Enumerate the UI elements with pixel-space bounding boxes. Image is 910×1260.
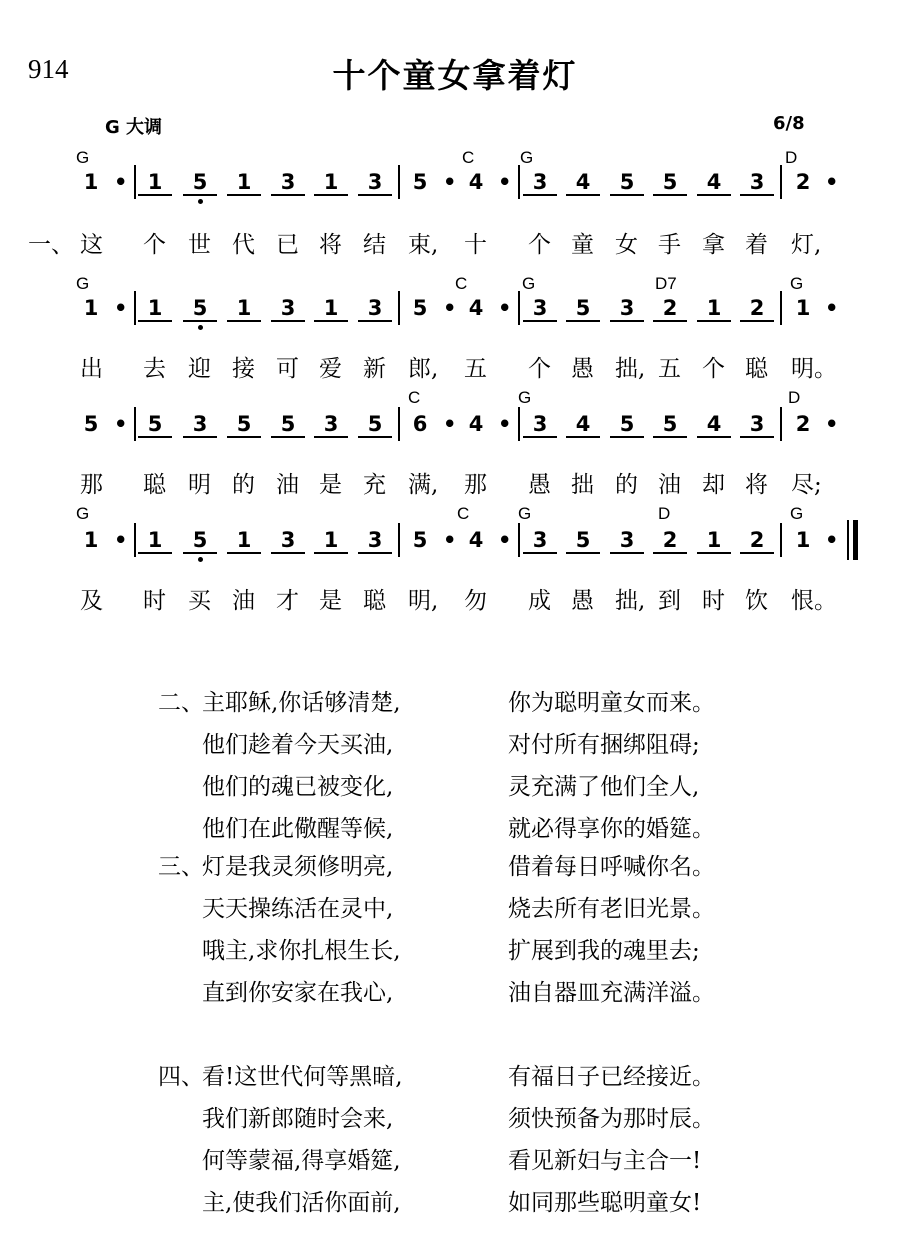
final-bar-line-thick bbox=[853, 520, 858, 560]
chord-symbol: D7 bbox=[655, 274, 677, 293]
bar-line bbox=[398, 165, 400, 199]
note-text: 2 bbox=[662, 296, 678, 320]
note-text: 1 bbox=[83, 296, 99, 320]
note-text: 5 bbox=[412, 296, 428, 320]
note-number bbox=[786, 170, 820, 194]
note-text: 3 bbox=[619, 528, 635, 552]
note-text: 2 bbox=[795, 412, 811, 436]
verse-line-second-half: 就必得享你的婚筵。 bbox=[508, 816, 715, 842]
note-text: 3 bbox=[367, 296, 383, 320]
note-text: 2 bbox=[749, 296, 765, 320]
lyric-syllable: 尽; bbox=[791, 472, 822, 498]
bar-line bbox=[518, 291, 520, 325]
note-text: 5 bbox=[575, 528, 591, 552]
chord-symbol: C bbox=[408, 388, 421, 407]
bar-line bbox=[398, 407, 400, 441]
note-number bbox=[271, 296, 305, 322]
note-number bbox=[183, 170, 217, 196]
lyric-syllable: 个 bbox=[528, 356, 551, 382]
augmentation-dot bbox=[114, 412, 126, 436]
note-number bbox=[610, 170, 644, 196]
note-text: • bbox=[498, 528, 512, 552]
note-text: • bbox=[825, 528, 839, 552]
note-number bbox=[74, 296, 108, 320]
augmentation-dot bbox=[498, 296, 510, 320]
note-number bbox=[403, 528, 437, 552]
bar-line bbox=[134, 407, 136, 441]
verse-line-second-half: 扩展到我的魂里去; bbox=[508, 938, 700, 964]
lyric-syllable: 拙, bbox=[615, 588, 646, 614]
bar-line bbox=[780, 291, 782, 325]
lyric-syllable: 世 bbox=[188, 232, 211, 258]
note-text: 1 bbox=[236, 170, 252, 194]
note-text: 1 bbox=[147, 528, 163, 552]
augmentation-dot bbox=[498, 412, 510, 436]
note-text: 5 bbox=[619, 170, 635, 194]
chord-symbol: G bbox=[518, 504, 532, 523]
note-text: 1 bbox=[236, 528, 252, 552]
note-text: • bbox=[443, 170, 457, 194]
verse-line-first-half: 何等蒙福,得享婚筵, bbox=[202, 1148, 401, 1174]
lyric-syllable: 到 bbox=[658, 588, 681, 614]
verse-line-first-half: 主耶稣,你话够清楚, bbox=[202, 690, 401, 716]
lyric-syllable: 五 bbox=[464, 356, 487, 382]
verse-line-first-half: 他们趁着今天买油, bbox=[202, 732, 394, 758]
lyric-syllable: 的 bbox=[615, 472, 638, 498]
chord-symbol: C bbox=[455, 274, 468, 293]
note-text: 5 bbox=[662, 412, 678, 436]
note-number bbox=[227, 170, 261, 196]
lyric-syllable: 拙, bbox=[615, 356, 646, 382]
note-text: • bbox=[443, 528, 457, 552]
lyric-syllable: 才 bbox=[276, 588, 299, 614]
note-number bbox=[459, 170, 493, 194]
verse-line-first-half: 主,使我们活你面前, bbox=[202, 1190, 401, 1216]
note-number bbox=[740, 170, 774, 196]
lyric-syllable: 是 bbox=[319, 472, 342, 498]
lyric-syllable: 女 bbox=[615, 232, 638, 258]
note-text: • bbox=[114, 528, 128, 552]
note-text: 4 bbox=[575, 170, 591, 194]
note-number bbox=[403, 170, 437, 194]
note-text: 1 bbox=[795, 528, 811, 552]
augmentation-dot bbox=[498, 170, 510, 194]
note-text: • bbox=[825, 170, 839, 194]
note-number bbox=[653, 528, 687, 554]
note-text: 3 bbox=[749, 170, 765, 194]
note-text: 1 bbox=[795, 296, 811, 320]
note-number bbox=[523, 528, 557, 554]
note-text: 1 bbox=[83, 170, 99, 194]
lyric-syllable: 油 bbox=[276, 472, 299, 498]
lyric-syllable: 的 bbox=[232, 472, 255, 498]
note-text: 4 bbox=[706, 412, 722, 436]
augmentation-dot bbox=[114, 528, 126, 552]
note-text: 6 bbox=[412, 412, 428, 436]
bar-line bbox=[398, 291, 400, 325]
note-text: 4 bbox=[468, 412, 484, 436]
chord-symbol: G bbox=[76, 504, 90, 523]
note-number bbox=[271, 412, 305, 438]
note-text: • bbox=[114, 170, 128, 194]
note-number bbox=[523, 170, 557, 196]
note-text: • bbox=[443, 412, 457, 436]
note-number bbox=[697, 170, 731, 196]
lyric-syllable: 聪 bbox=[363, 588, 386, 614]
lyric-syllable: 手 bbox=[658, 232, 681, 258]
verse-line-first-half: 天天操练活在灵中, bbox=[202, 896, 394, 922]
lyric-syllable: 时 bbox=[143, 588, 166, 614]
lyric-syllable: 结 bbox=[363, 232, 386, 258]
note-number bbox=[183, 296, 217, 322]
chord-symbol: G bbox=[518, 388, 532, 407]
augmentation-dot bbox=[443, 528, 455, 552]
bar-line bbox=[518, 165, 520, 199]
verse-line-second-half: 灵充满了他们全人, bbox=[508, 774, 700, 800]
note-number bbox=[138, 528, 172, 554]
note-number bbox=[227, 296, 261, 322]
note-text: 4 bbox=[706, 170, 722, 194]
note-number bbox=[786, 528, 820, 552]
verse-line-second-half: 须快预备为那时辰。 bbox=[508, 1106, 715, 1132]
note-number bbox=[138, 412, 172, 438]
note-number bbox=[786, 412, 820, 436]
note-text: 2 bbox=[662, 528, 678, 552]
lyric-syllable: 着 bbox=[745, 232, 768, 258]
chord-symbol: D bbox=[785, 148, 798, 167]
lyric-syllable: 那 bbox=[464, 472, 487, 498]
note-text: 3 bbox=[749, 412, 765, 436]
lyric-syllable: 成 bbox=[528, 588, 551, 614]
bar-line bbox=[134, 523, 136, 557]
augmentation-dot bbox=[443, 170, 455, 194]
note-number bbox=[314, 412, 348, 438]
lyric-syllable: 却 bbox=[702, 472, 725, 498]
verse-line-second-half: 有福日子已经接近。 bbox=[508, 1064, 715, 1090]
note-text: 2 bbox=[749, 528, 765, 552]
note-number bbox=[314, 528, 348, 554]
lyric-syllable: 明。 bbox=[791, 356, 837, 382]
note-number bbox=[653, 170, 687, 196]
note-text: • bbox=[443, 296, 457, 320]
note-text: 5 bbox=[367, 412, 383, 436]
lyric-syllable: 已 bbox=[276, 232, 299, 258]
verse-number: 四、 bbox=[158, 1064, 204, 1090]
augmentation-dot bbox=[443, 296, 455, 320]
note-text: 4 bbox=[468, 170, 484, 194]
chord-symbol: D bbox=[788, 388, 801, 407]
note-number bbox=[566, 170, 600, 196]
lyric-syllable: 束, bbox=[408, 232, 439, 258]
note-number bbox=[697, 296, 731, 322]
lyric-syllable: 明 bbox=[188, 472, 211, 498]
note-text: 1 bbox=[236, 296, 252, 320]
lyric-syllable: 代 bbox=[232, 232, 255, 258]
bar-line bbox=[134, 291, 136, 325]
note-text: 2 bbox=[795, 170, 811, 194]
note-number bbox=[786, 296, 820, 320]
verse-number: 二、 bbox=[158, 690, 204, 716]
augmentation-dot bbox=[825, 528, 837, 552]
note-number bbox=[697, 412, 731, 438]
lyric-syllable: 勿 bbox=[464, 588, 487, 614]
lyric-syllable: 灯, bbox=[791, 232, 822, 258]
note-number bbox=[740, 412, 774, 438]
note-number bbox=[523, 296, 557, 322]
note-number bbox=[74, 528, 108, 552]
final-bar-line-thin bbox=[847, 520, 849, 560]
note-text: 5 bbox=[83, 412, 99, 436]
note-number bbox=[314, 296, 348, 322]
note-text: 1 bbox=[323, 170, 339, 194]
note-number bbox=[610, 528, 644, 554]
note-text: 1 bbox=[706, 296, 722, 320]
note-text: 1 bbox=[147, 296, 163, 320]
lyric-syllable: 郎, bbox=[408, 356, 439, 382]
note-number bbox=[227, 412, 261, 438]
note-number bbox=[566, 296, 600, 322]
bar-line bbox=[518, 407, 520, 441]
chord-symbol: G bbox=[790, 504, 804, 523]
lyric-syllable: 将 bbox=[745, 472, 768, 498]
lyric-syllable: 可 bbox=[276, 356, 299, 382]
verse-number: 一、 bbox=[28, 232, 74, 258]
note-text: 5 bbox=[192, 296, 208, 320]
note-text: • bbox=[114, 412, 128, 436]
lower-octave-dot bbox=[198, 325, 203, 330]
note-text: • bbox=[114, 296, 128, 320]
note-text: 4 bbox=[468, 528, 484, 552]
lyric-syllable: 迎 bbox=[188, 356, 211, 382]
chord-symbol: G bbox=[520, 148, 534, 167]
note-number bbox=[459, 528, 493, 552]
note-text: • bbox=[498, 170, 512, 194]
note-text: 5 bbox=[236, 412, 252, 436]
note-number bbox=[653, 412, 687, 438]
bar-line bbox=[134, 165, 136, 199]
lyric-syllable: 这 bbox=[80, 232, 103, 258]
note-text: 5 bbox=[575, 296, 591, 320]
chord-symbol: G bbox=[76, 148, 90, 167]
note-number bbox=[183, 528, 217, 554]
lyric-syllable: 油 bbox=[658, 472, 681, 498]
lyric-syllable: 恨。 bbox=[791, 588, 837, 614]
note-number bbox=[74, 170, 108, 194]
note-text: 3 bbox=[532, 412, 548, 436]
note-text: 1 bbox=[83, 528, 99, 552]
note-number bbox=[740, 528, 774, 554]
verse-line-second-half: 对付所有捆绑阻碍; bbox=[508, 732, 700, 758]
lyric-syllable: 五 bbox=[658, 356, 681, 382]
note-number bbox=[74, 412, 108, 436]
note-number bbox=[358, 170, 392, 196]
lyric-syllable: 接 bbox=[232, 356, 255, 382]
chord-symbol: D bbox=[658, 504, 671, 523]
lyric-syllable: 是 bbox=[319, 588, 342, 614]
verse-line-first-half: 我们新郎随时会来, bbox=[202, 1106, 394, 1132]
note-text: 3 bbox=[323, 412, 339, 436]
lyric-syllable: 拿 bbox=[702, 232, 725, 258]
verse-line-second-half: 看见新妇与主合一! bbox=[508, 1148, 702, 1174]
note-text: 4 bbox=[575, 412, 591, 436]
note-text: 1 bbox=[323, 296, 339, 320]
verse-line-second-half: 油自器皿充满洋溢。 bbox=[508, 980, 715, 1006]
note-text: • bbox=[498, 296, 512, 320]
note-number bbox=[227, 528, 261, 554]
hymn-number: 914 bbox=[28, 54, 69, 84]
chord-symbol: C bbox=[462, 148, 475, 167]
note-text: • bbox=[825, 412, 839, 436]
note-text: 3 bbox=[280, 170, 296, 194]
lower-octave-dot bbox=[198, 557, 203, 562]
verse-line-first-half: 灯是我灵须修明亮, bbox=[202, 854, 394, 880]
note-text: 5 bbox=[192, 528, 208, 552]
augmentation-dot bbox=[114, 170, 126, 194]
note-number bbox=[403, 412, 437, 436]
note-number bbox=[358, 296, 392, 322]
lyric-syllable: 明, bbox=[408, 588, 439, 614]
note-number bbox=[271, 170, 305, 196]
note-number bbox=[740, 296, 774, 322]
lyric-syllable: 愚 bbox=[528, 472, 551, 498]
lyric-syllable: 童 bbox=[571, 232, 594, 258]
lyric-syllable: 充 bbox=[363, 472, 386, 498]
lyric-syllable: 时 bbox=[702, 588, 725, 614]
lyric-syllable: 聪 bbox=[143, 472, 166, 498]
verse-line-first-half: 哦主,求你扎根生长, bbox=[202, 938, 401, 964]
note-number bbox=[459, 296, 493, 320]
note-text: 5 bbox=[619, 412, 635, 436]
note-number bbox=[314, 170, 348, 196]
verse-line-second-half: 如同那些聪明童女! bbox=[508, 1190, 702, 1216]
verse-line-second-half: 烧去所有老旧光景。 bbox=[508, 896, 715, 922]
note-number bbox=[138, 170, 172, 196]
note-text: 3 bbox=[280, 528, 296, 552]
verse-line-first-half: 他们的魂已被变化, bbox=[202, 774, 394, 800]
bar-line bbox=[398, 523, 400, 557]
note-number bbox=[523, 412, 557, 438]
lyric-syllable: 拙 bbox=[571, 472, 594, 498]
note-text: 1 bbox=[147, 170, 163, 194]
note-text: 3 bbox=[532, 296, 548, 320]
note-text: 3 bbox=[280, 296, 296, 320]
note-text: 3 bbox=[532, 528, 548, 552]
note-text: 3 bbox=[367, 528, 383, 552]
bar-line bbox=[518, 523, 520, 557]
time-signature: 6/8 bbox=[773, 113, 805, 134]
lyric-syllable: 个 bbox=[702, 356, 725, 382]
lyric-syllable: 愚 bbox=[571, 356, 594, 382]
note-text: 3 bbox=[619, 296, 635, 320]
hymn-title: 十个童女拿着灯 bbox=[332, 56, 578, 95]
note-text: 5 bbox=[412, 528, 428, 552]
augmentation-dot bbox=[443, 412, 455, 436]
lyric-syllable: 及 bbox=[80, 588, 103, 614]
note-number bbox=[697, 528, 731, 554]
note-text: 3 bbox=[192, 412, 208, 436]
bar-line bbox=[780, 407, 782, 441]
verse-line-second-half: 借着每日呼喊你名。 bbox=[508, 854, 715, 880]
note-text: 5 bbox=[192, 170, 208, 194]
verse-line-first-half: 直到你安家在我心, bbox=[202, 980, 394, 1006]
lower-octave-dot bbox=[198, 199, 203, 204]
lyric-syllable: 那 bbox=[80, 472, 103, 498]
lyric-syllable: 十 bbox=[464, 232, 487, 258]
verse-line-first-half: 看!这世代何等黑暗, bbox=[202, 1064, 403, 1090]
chord-symbol: G bbox=[76, 274, 90, 293]
note-text: 5 bbox=[147, 412, 163, 436]
note-number bbox=[271, 528, 305, 554]
augmentation-dot bbox=[825, 170, 837, 194]
lyric-syllable: 个 bbox=[143, 232, 166, 258]
lyric-syllable: 满, bbox=[408, 472, 439, 498]
bar-line bbox=[780, 165, 782, 199]
lyric-syllable: 个 bbox=[528, 232, 551, 258]
note-number bbox=[138, 296, 172, 322]
note-text: 3 bbox=[367, 170, 383, 194]
note-number bbox=[566, 528, 600, 554]
lyric-syllable: 去 bbox=[143, 356, 166, 382]
chord-symbol: C bbox=[457, 504, 470, 523]
note-number bbox=[403, 296, 437, 320]
verse-line-second-half: 你为聪明童女而来。 bbox=[508, 690, 715, 716]
lyric-syllable: 出 bbox=[80, 356, 103, 382]
note-text: 1 bbox=[323, 528, 339, 552]
key-signature: G 大调 bbox=[105, 117, 163, 138]
lyric-syllable: 愚 bbox=[571, 588, 594, 614]
augmentation-dot bbox=[825, 296, 837, 320]
note-number bbox=[653, 296, 687, 322]
note-number bbox=[358, 412, 392, 438]
chord-symbol: G bbox=[790, 274, 804, 293]
verse-line-first-half: 他们在此儆醒等候, bbox=[202, 816, 394, 842]
lyric-syllable: 爱 bbox=[319, 356, 342, 382]
bar-line bbox=[780, 523, 782, 557]
augmentation-dot bbox=[498, 528, 510, 552]
note-text: 5 bbox=[412, 170, 428, 194]
note-text: 5 bbox=[280, 412, 296, 436]
lyric-syllable: 将 bbox=[319, 232, 342, 258]
lyric-syllable: 买 bbox=[188, 588, 211, 614]
note-number bbox=[183, 412, 217, 438]
note-text: 1 bbox=[706, 528, 722, 552]
note-number bbox=[610, 296, 644, 322]
augmentation-dot bbox=[825, 412, 837, 436]
lyric-syllable: 聪 bbox=[745, 356, 768, 382]
chord-symbol: G bbox=[522, 274, 536, 293]
note-number bbox=[358, 528, 392, 554]
augmentation-dot bbox=[114, 296, 126, 320]
note-text: 5 bbox=[662, 170, 678, 194]
lyric-syllable: 饮 bbox=[745, 588, 768, 614]
note-text: 3 bbox=[532, 170, 548, 194]
lyric-syllable: 新 bbox=[363, 356, 386, 382]
note-text: • bbox=[825, 296, 839, 320]
note-number bbox=[610, 412, 644, 438]
note-text: • bbox=[498, 412, 512, 436]
note-number bbox=[459, 412, 493, 436]
note-number bbox=[566, 412, 600, 438]
lyric-syllable: 油 bbox=[232, 588, 255, 614]
note-text: 4 bbox=[468, 296, 484, 320]
verse-number: 三、 bbox=[158, 854, 204, 880]
